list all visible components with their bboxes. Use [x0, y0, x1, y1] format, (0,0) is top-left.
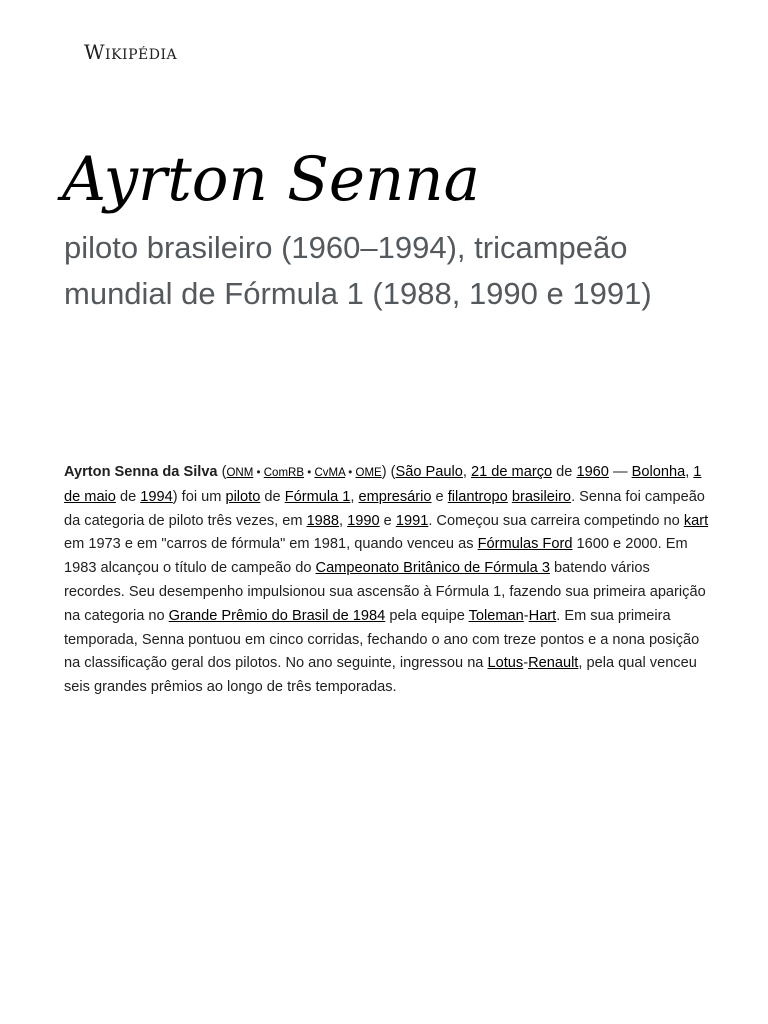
- text: , pela qual venceu seis grandes prêmios ao longo de três temporadas.: [64, 655, 697, 696]
- link-renault[interactable]: Renault: [528, 655, 579, 672]
- text: -: [523, 607, 529, 624]
- wikipedia-logo[interactable]: Wikipédia: [84, 40, 178, 64]
- link-hart[interactable]: Hart: [528, 607, 557, 624]
- text: ,: [685, 464, 694, 480]
- text: ,: [339, 512, 348, 529]
- link-21-de-marco[interactable]: 21 de março: [470, 464, 553, 480]
- text: 1600 e 2000. Em 1983 alcançou o título de campeão do: [64, 536, 688, 577]
- text: ) (: [381, 464, 396, 480]
- separator: •: [304, 467, 315, 479]
- link-onm[interactable]: ONM: [226, 467, 254, 479]
- text: e: [379, 512, 396, 529]
- text: de: [552, 464, 577, 480]
- text: -: [523, 655, 529, 672]
- text: de: [115, 488, 141, 505]
- link-sao-paulo[interactable]: São Paulo: [395, 464, 463, 480]
- link-1960[interactable]: 1960: [576, 464, 609, 480]
- page-subtitle: piloto brasileiro (1960–1994), tricampeão mundial de Fórmula 1 (1988, 1990 e 1991): [64, 230, 652, 311]
- text: pela equipe: [385, 607, 469, 624]
- link-brasileiro[interactable]: brasileiro: [511, 488, 572, 505]
- link-lotus[interactable]: Lotus: [487, 655, 524, 672]
- separator: •: [253, 467, 264, 479]
- text: em 1973 e em "carros de fórmula" em 1981, quando venceu as: [64, 536, 478, 553]
- link-piloto[interactable]: piloto: [225, 488, 261, 505]
- link-comrb[interactable]: ComRB: [263, 467, 305, 479]
- link-formula-1[interactable]: Fórmula 1: [284, 488, 351, 505]
- link-empresario[interactable]: empresário: [358, 488, 432, 505]
- link-toleman[interactable]: Toleman: [468, 607, 524, 624]
- link-1991[interactable]: 1991: [395, 512, 429, 529]
- text: ) foi um: [172, 488, 226, 505]
- link-campeonato-britanico-f3[interactable]: Campeonato Britânico de Fórmula 3: [315, 560, 550, 577]
- text: —: [608, 464, 632, 480]
- text: ,: [462, 464, 471, 480]
- text: ,: [350, 488, 359, 505]
- link-1994[interactable]: 1994: [140, 488, 173, 505]
- link-filantropo[interactable]: filantropo: [447, 488, 508, 505]
- separator: •: [345, 467, 356, 479]
- text: batendo vários recordes. Seu desempenho impulsionou sua ascensão à Fórmula 1, fazendo sua primeira aparição na categoria no: [64, 560, 706, 624]
- text: de: [260, 488, 285, 505]
- text: . Em sua primeira temporada, Senna pontuou em cinco corridas, fechando o ano com treze pontos e a nona posição na classificação geral dos pilotos. No ano seguinte, ingressou na: [64, 607, 700, 672]
- page-title: Ayrton Senna: [62, 144, 480, 215]
- link-kart[interactable]: kart: [683, 512, 709, 529]
- text: (: [217, 464, 227, 480]
- link-formulas-ford[interactable]: Fórmulas Ford: [477, 536, 573, 553]
- link-gp-brasil-1984[interactable]: Grande Prêmio do Brasil de 1984: [168, 607, 386, 624]
- link-1988[interactable]: 1988: [306, 512, 340, 529]
- article-lead-paragraph: [64, 461, 710, 700]
- text: . Senna foi campeão da categoria de piloto três vezes, em: [64, 488, 705, 529]
- link-1990[interactable]: 1990: [347, 512, 380, 529]
- link-bolonha[interactable]: Bolonha: [631, 464, 686, 480]
- text: e: [431, 488, 448, 505]
- link-ome[interactable]: OME: [355, 467, 382, 479]
- text: . Começou sua carreira competindo no: [428, 512, 684, 529]
- lead-name: Ayrton Senna da Silva: [64, 464, 218, 480]
- link-cvma[interactable]: CvMA: [314, 467, 346, 479]
- link-1-de-maio[interactable]: 1 de maio: [64, 464, 702, 505]
